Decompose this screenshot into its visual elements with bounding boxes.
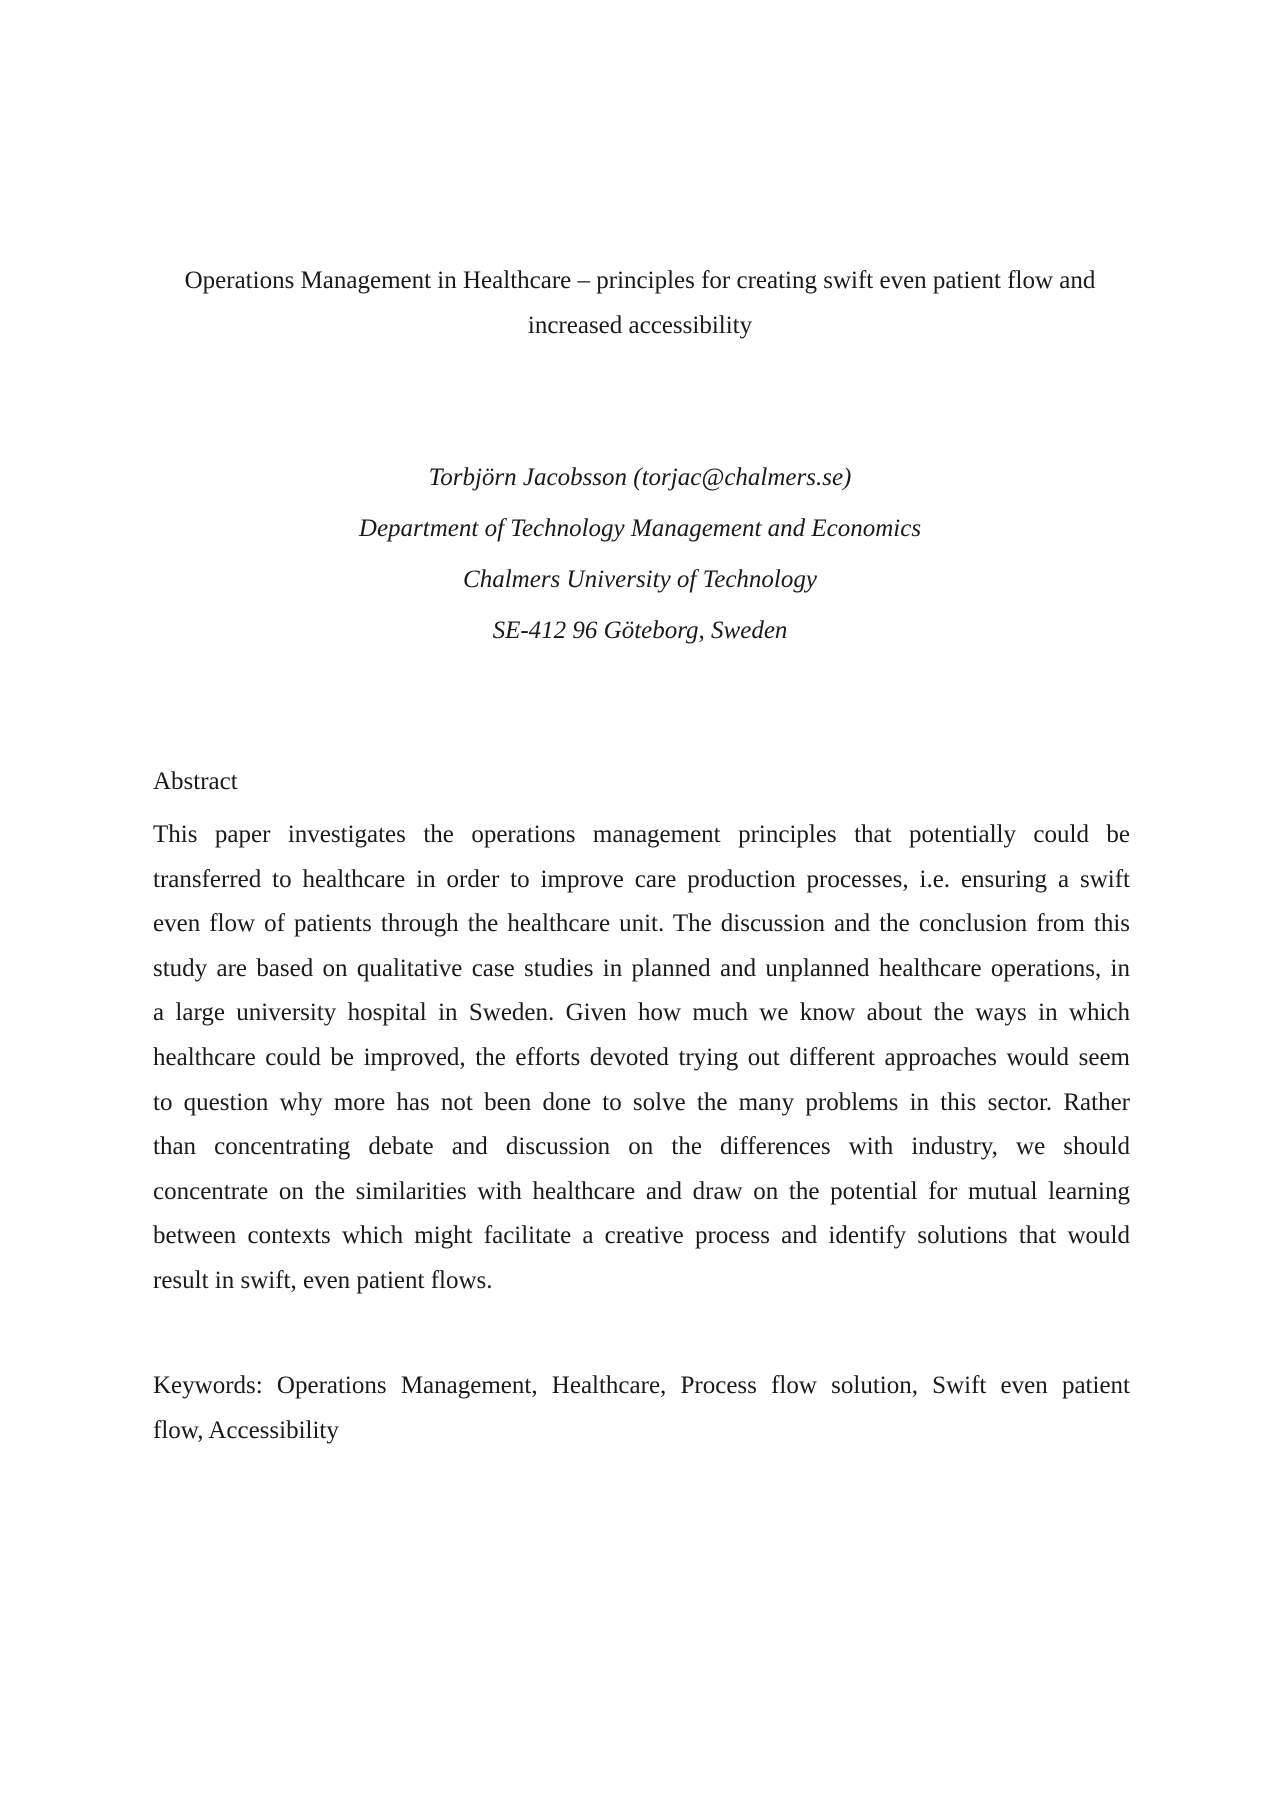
abstract-line: concentrate on the similarities with healthcare and draw on the potential for mutual learning [153, 1177, 1130, 1205]
abstract-line: a large university hospital in Sweden. Given how much we know about the ways in which [153, 999, 1130, 1027]
abstract-line: between contexts which might facilitate a creative process and identify solutions that would [153, 1222, 1130, 1250]
abstract-line: even flow of patients through the healthcare unit. The discussion and the conclusion from this [153, 910, 1130, 938]
author-address: SE-412 96 Göteborg, Sweden [492, 617, 788, 644]
author-affiliation [150, 452, 1130, 656]
abstract-heading: Abstract [153, 768, 238, 795]
abstract-line: This paper investigates the operations management principles that potentially could be [153, 821, 1130, 848]
paper-title [150, 258, 1130, 348]
title-line-1: Operations Management in Healthcare – principles for creating swift even patient flow and [184, 267, 1096, 294]
author-university: Chalmers University of Technology [463, 566, 817, 593]
title-line-2: increased accessibility [527, 312, 753, 339]
abstract-line: study are based on qualitative case studies in planned and unplanned healthcare operations, in [153, 954, 1130, 982]
keywords-line: Keywords: Operations Management, Healthcare, Process flow solution, Swift even patient [153, 1372, 1130, 1399]
abstract-line: result in swift, even patient flows. [153, 1266, 493, 1294]
keywords-line: flow, Accessibility [153, 1416, 339, 1444]
keywords [153, 1364, 1130, 1453]
author-department: Department of Technology Management and Economics [358, 515, 922, 542]
abstract-body [153, 813, 1130, 1304]
abstract-line: than concentrating debate and discussion on the differences with industry, we should [153, 1133, 1130, 1161]
abstract-line: transferred to healthcare in order to improve care production processes, i.e. ensuring a swift [153, 865, 1130, 893]
author-name-email: Torbjörn Jacobsson (torjac@chalmers.se) [428, 464, 852, 491]
abstract-line: healthcare could be improved, the efforts devoted trying out different approaches would seem [153, 1043, 1130, 1071]
abstract-line: to question why more has not been done to solve the many problems in this sector. Rather [153, 1088, 1130, 1116]
